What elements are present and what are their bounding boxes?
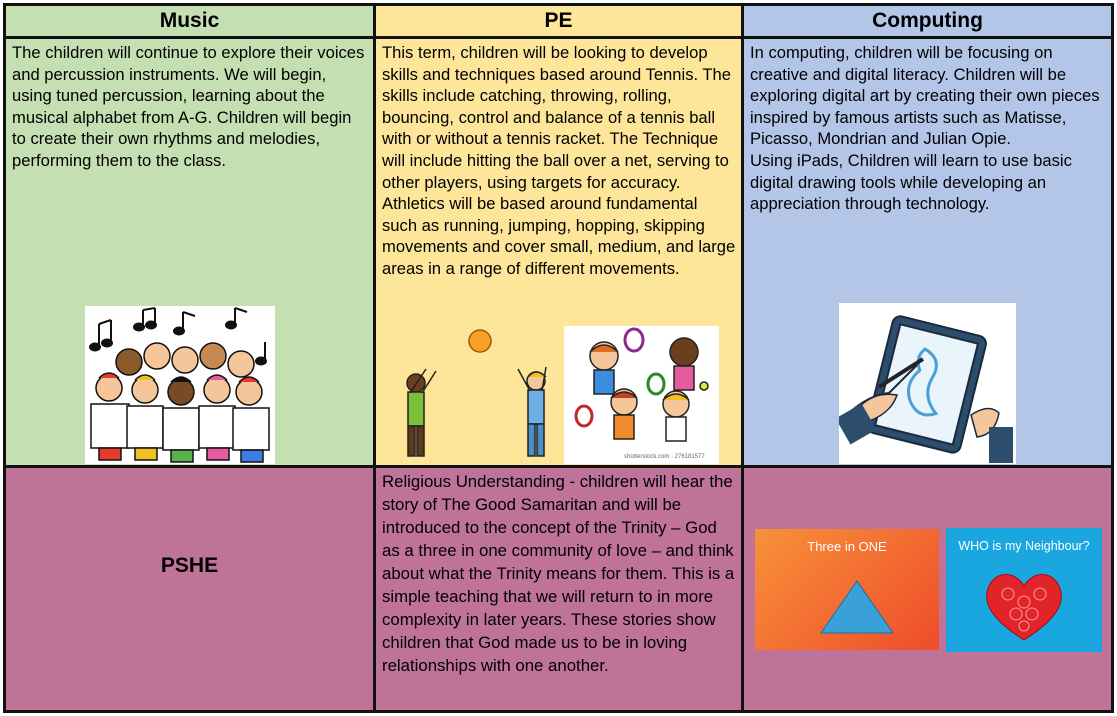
ru-images-cell — [741, 465, 1114, 713]
pe-cell — [373, 36, 744, 468]
ru-text: Religious Understanding - children will hear the story of The Good Samaritan and will be introduced to the concept of the Trinity – God as a three in one community of love – and think about what the Trinity means for them. This is a simple teaching that we will return to in more complexity in later years. These stories show children that God made us to be in loving relationships with one another. — [382, 472, 735, 675]
who-is-my-neighbour-title: WHO is my Neighbour? — [958, 539, 1090, 553]
computing-text-paragraph-2: Using iPads, Children will learn to use basic digital drawing tools while developing an appreciation through technology. — [750, 150, 1072, 214]
computing-text-paragraph-1: In computing, children will be focusing on creative and digital literacy. Children will be exploring digital art by creating their own pieces inspired by famous artists such as Matisse, Picasso, Mondrian and Julian Opie. — [750, 43, 1100, 149]
children-tennis-illustration — [564, 326, 719, 464]
children-throwing-ball-illustration — [396, 329, 556, 465]
three-in-one-title: Three in ONE — [807, 539, 887, 554]
music-heading: Music — [159, 9, 220, 32]
pe-heading-cell — [373, 3, 744, 39]
pe-text: This term, children will be looking to develop skills and techniques based around Tennis. The skills include catching, throwing, rolling, bouncing, control and balance of a tennis ball with or without a tennis racket. The Technique will include hitting the ball over a net, serving to other players, using targets for accuracy. Athletics will be based around fundamental such as running, jumping, hopping, skipping movements and cover small, medium, and large areas in a range of different movements. — [382, 43, 736, 278]
computing-text — [744, 39, 1111, 215]
computing-heading-cell — [741, 3, 1114, 39]
music-text: The children will continue to explore their voices and percussion instruments. We will begin, using tuned percussion, learning about the musical alphabet from A-G. Children will begin to create their own rhythms and melodies, performing them to the class. — [12, 43, 365, 170]
music-heading-cell — [3, 3, 376, 39]
who-is-my-neighbour-card — [946, 528, 1102, 652]
triangle-icon — [755, 529, 939, 650]
watermark-text: shutterstock.com · 276181577 — [624, 454, 705, 460]
children-singing-illustration — [85, 306, 275, 464]
pshe-heading: PSHE — [160, 554, 219, 577]
ru-text-cell — [373, 465, 744, 713]
three-in-one-card — [755, 529, 939, 650]
computing-cell — [741, 36, 1114, 468]
pshe-cell — [3, 465, 376, 713]
computing-heading: Computing — [872, 9, 983, 32]
pe-heading: PE — [544, 9, 573, 32]
tablet-drawing-illustration — [839, 303, 1016, 464]
music-cell — [3, 36, 376, 468]
heart-icon — [946, 528, 1102, 652]
